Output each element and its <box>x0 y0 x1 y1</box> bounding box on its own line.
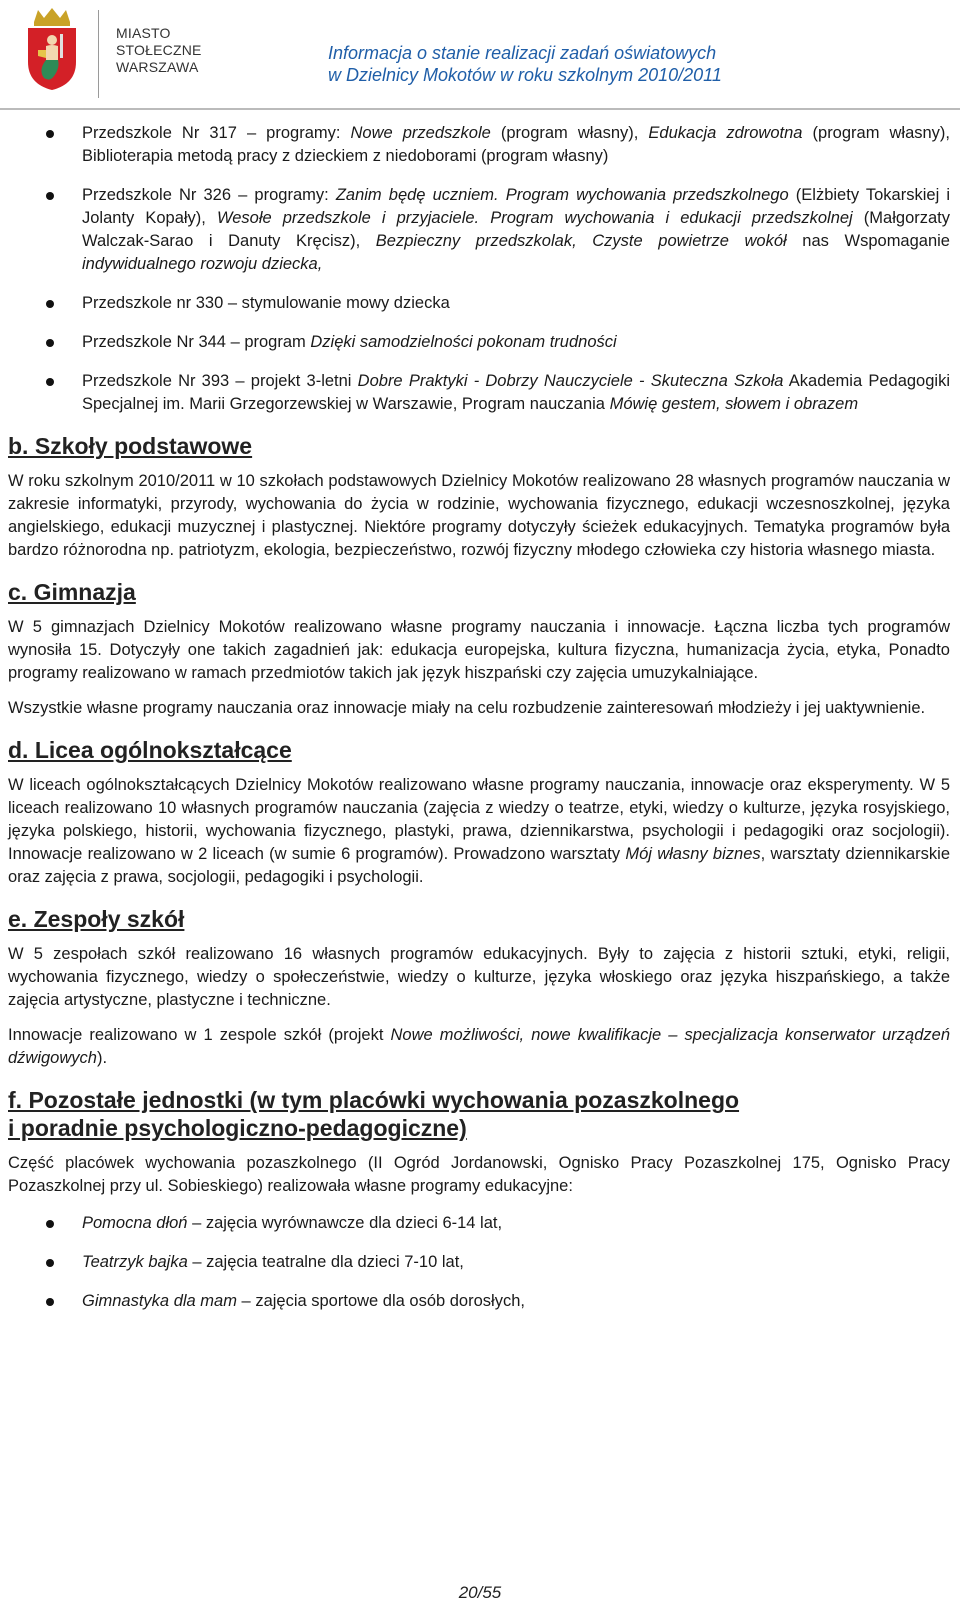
text: Nowe przedszkole <box>350 124 491 142</box>
text: – zajęcia sportowe dla osób dorosłych, <box>236 1292 525 1310</box>
paragraph: W roku szkolnym 2010/2011 w 10 szkołach podstawowych Dzielnicy Mokotów realizowano 28 własnych programów nauczania w zakresie informatyki, przyrody, wychowania do życia w rodzinie, wychowania fizycznego, edukacji wczesnoszkolnej, języka angielskiego, edukacji muzycznej i plastycznej. Niektóre programy dotyczyły ścieżek edukacyjnych. Tematyka programów była bardzo różnorodna np. patriotyzm, ekologia, bezpieczeństwo, rozwój fizyczny młodego człowieka czy historia własnego miasta. <box>8 472 950 559</box>
text: Dobre Praktyki - Dobrzy Nauczyciele - Skuteczna Szkoła <box>357 372 784 390</box>
paragraph: Część placówek wychowania pozaszkolnego (II Ogród Jordanowski, Ognisko Pracy Pozaszkolnej 175, Ognisko Pracy Pozaszkolnej przy ul. Sobieskiego) realizowała własne programy edukacyjne: <box>8 1154 950 1195</box>
list-item <box>8 1212 950 1235</box>
heading-line: i poradnie psychologiczno-pedagogiczne) <box>8 1115 467 1141</box>
text: indywidualnego rozwoju dziecka, <box>82 255 323 273</box>
section-heading-d: d. Licea ogólnokształcące <box>8 737 292 763</box>
logo-line-3: WARSZAWA <box>116 59 199 75</box>
list-item <box>8 370 950 416</box>
header-rule <box>0 108 960 110</box>
text: Bezpieczny przedszkolak, Czyste powietrze wokół <box>375 232 787 250</box>
text: Przedszkole nr 330 – stymulowanie mowy dziecka <box>82 294 450 312</box>
text: Przedszkole Nr 326 – programy: <box>82 186 336 204</box>
text: Nowe możliwości, nowe kwalifikacje – specjalizacja konserwator urządzeń dźwigowych <box>8 1026 950 1067</box>
page-header <box>0 0 960 110</box>
text: Przedszkole Nr 317 – programy: <box>82 124 351 142</box>
text: Przedszkole Nr 344 – program <box>82 333 311 351</box>
paragraph <box>8 1024 950 1070</box>
logo-line-2: STOŁECZNE <box>116 42 202 58</box>
text: Teatrzyk bajka <box>82 1253 188 1271</box>
text: Edukacja zdrowotna <box>648 124 803 142</box>
text: (program własny), Biblioterapia metodą pracy z dzieckiem z niedoborami (program własny) <box>82 124 951 165</box>
list-item <box>8 331 950 354</box>
text: Wesołe przedszkole i przyjaciele. Program wychowania i edukacji przedszkolnej <box>216 209 853 227</box>
logo-line-1: MIASTO <box>116 25 171 41</box>
bullet-icon <box>46 1298 54 1306</box>
bullet-icon <box>46 192 54 200</box>
report-title-line-1: Informacja o stanie realizacji zadań oświatowych <box>328 43 717 63</box>
heading-line: f. Pozostałe jednostki (w tym placówki wychowania pozaszkolnego <box>8 1087 740 1113</box>
bullet-icon <box>46 1220 54 1228</box>
section-heading-f <box>8 1086 950 1142</box>
report-title-line-2: w Dzielnicy Mokotów w roku szkolnym 2010/2011 <box>328 65 722 85</box>
text: nas Wspomaganie <box>786 232 950 250</box>
text: Innowacje realizowano w 1 zespole szkół (projekt <box>8 1026 391 1044</box>
paragraph: W 5 gimnazjach Dzielnicy Mokotów realizowano własne programy nauczania i innowacje. Łączna liczba tych programów wynosiła 15. Dotyczyły one takich zagadnień jak: edukacja europejska, kultura fizyczna, humanizacja życia, etyka, Ponadto programy realizowano w ramach przedmiotów takich jak język hiszpański czy zajęcia umuzykalniające. <box>8 618 950 682</box>
logo-text <box>116 25 202 76</box>
preschool-program-list <box>8 122 950 416</box>
text: Zanim będę uczniem. Program wychowania przedszkolnego <box>335 186 789 204</box>
warsaw-coat-of-arms-logo <box>24 6 80 92</box>
text: Mówię gestem, słowem i obrazem <box>609 395 859 413</box>
text: (program własny), <box>490 124 649 142</box>
text: Gimnastyka dla mam <box>82 1292 237 1310</box>
text: W liceach ogólnokształcących Dzielnicy Mokotów realizowano własne programy nauczania, innowacje oraz eksperymenty. W 5 liceach realizowano 10 własnych programów nauczania (zajęcia z wiedzy o teatrze, etyki, wiedzy o kulturze, języka rosyjskiego, języka polskiego, historii, wychowania fizycznego, plastyki, prawa, dziennikarstwa, psychologii i pedagogiki oraz socjologii). Innowacje realizowano w 2 liceach (w sumie 6 programów). Prowadzono warsztaty <box>8 776 950 863</box>
text: Akademia Pedagogiki Specjalnej im. Marii Grzegorzewskiej w Warszawie, Program nauczania <box>82 372 950 413</box>
paragraph: Wszystkie własne programy nauczania oraz innowacje miały na celu rozbudzenie zainteresowań młodzieży i jej uaktywnienie. <box>8 699 926 717</box>
paragraph: W 5 zespołach szkół realizowano 16 własnych programów edukacyjnych. Były to zajęcia z historii sztuki, etyki, religii, wychowania fizycznego, wiedzy o społeczeństwie, wiedzy o kulturze, języka włoskiego oraz języka hiszpańskiego, a także zajęcia artystyczne, plastyczne i techniczne. <box>8 945 950 1009</box>
paragraph <box>8 774 950 889</box>
list-item <box>8 184 950 276</box>
logo-divider <box>98 10 99 98</box>
program-list <box>8 1212 950 1313</box>
bullet-icon <box>46 339 54 347</box>
text: (Elżbiety Tokarskiej i Jolanty Kopały), <box>82 186 951 227</box>
list-item <box>8 292 950 315</box>
page-number: 20/55 <box>458 1583 502 1602</box>
section-heading-c: c. Gimnazja <box>8 579 136 605</box>
list-item <box>8 122 950 168</box>
bullet-icon <box>46 300 54 308</box>
section-heading-b: b. Szkoły podstawowe <box>8 433 253 459</box>
list-item <box>8 1251 950 1274</box>
text: ). <box>96 1049 108 1067</box>
text: – zajęcia wyrównawcze dla dzieci 6-14 lat, <box>187 1214 503 1232</box>
bullet-icon <box>46 130 54 138</box>
text: , warsztaty dziennikarskie oraz zajęcia z prawa, socjologii, pedagogiki i psychologii. <box>8 845 950 886</box>
document-body <box>8 122 950 1329</box>
bullet-icon <box>46 378 54 386</box>
list-item <box>8 1290 950 1313</box>
bullet-icon <box>46 1259 54 1267</box>
text: (Małgorzaty Walczak-Sarao i Danuty Kręcisz), <box>82 209 950 250</box>
section-heading-e: e. Zespoły szkół <box>8 906 185 932</box>
text: – zajęcia teatralne dla dzieci 7-10 lat, <box>187 1253 464 1271</box>
text: Przedszkole Nr 393 – projekt 3-letni <box>82 372 358 390</box>
text: Dzięki samodzielności pokonam trudności <box>310 333 617 351</box>
report-title <box>328 42 788 86</box>
text: Pomocna dłoń <box>82 1214 188 1232</box>
text: Mój własny biznes <box>625 845 761 863</box>
